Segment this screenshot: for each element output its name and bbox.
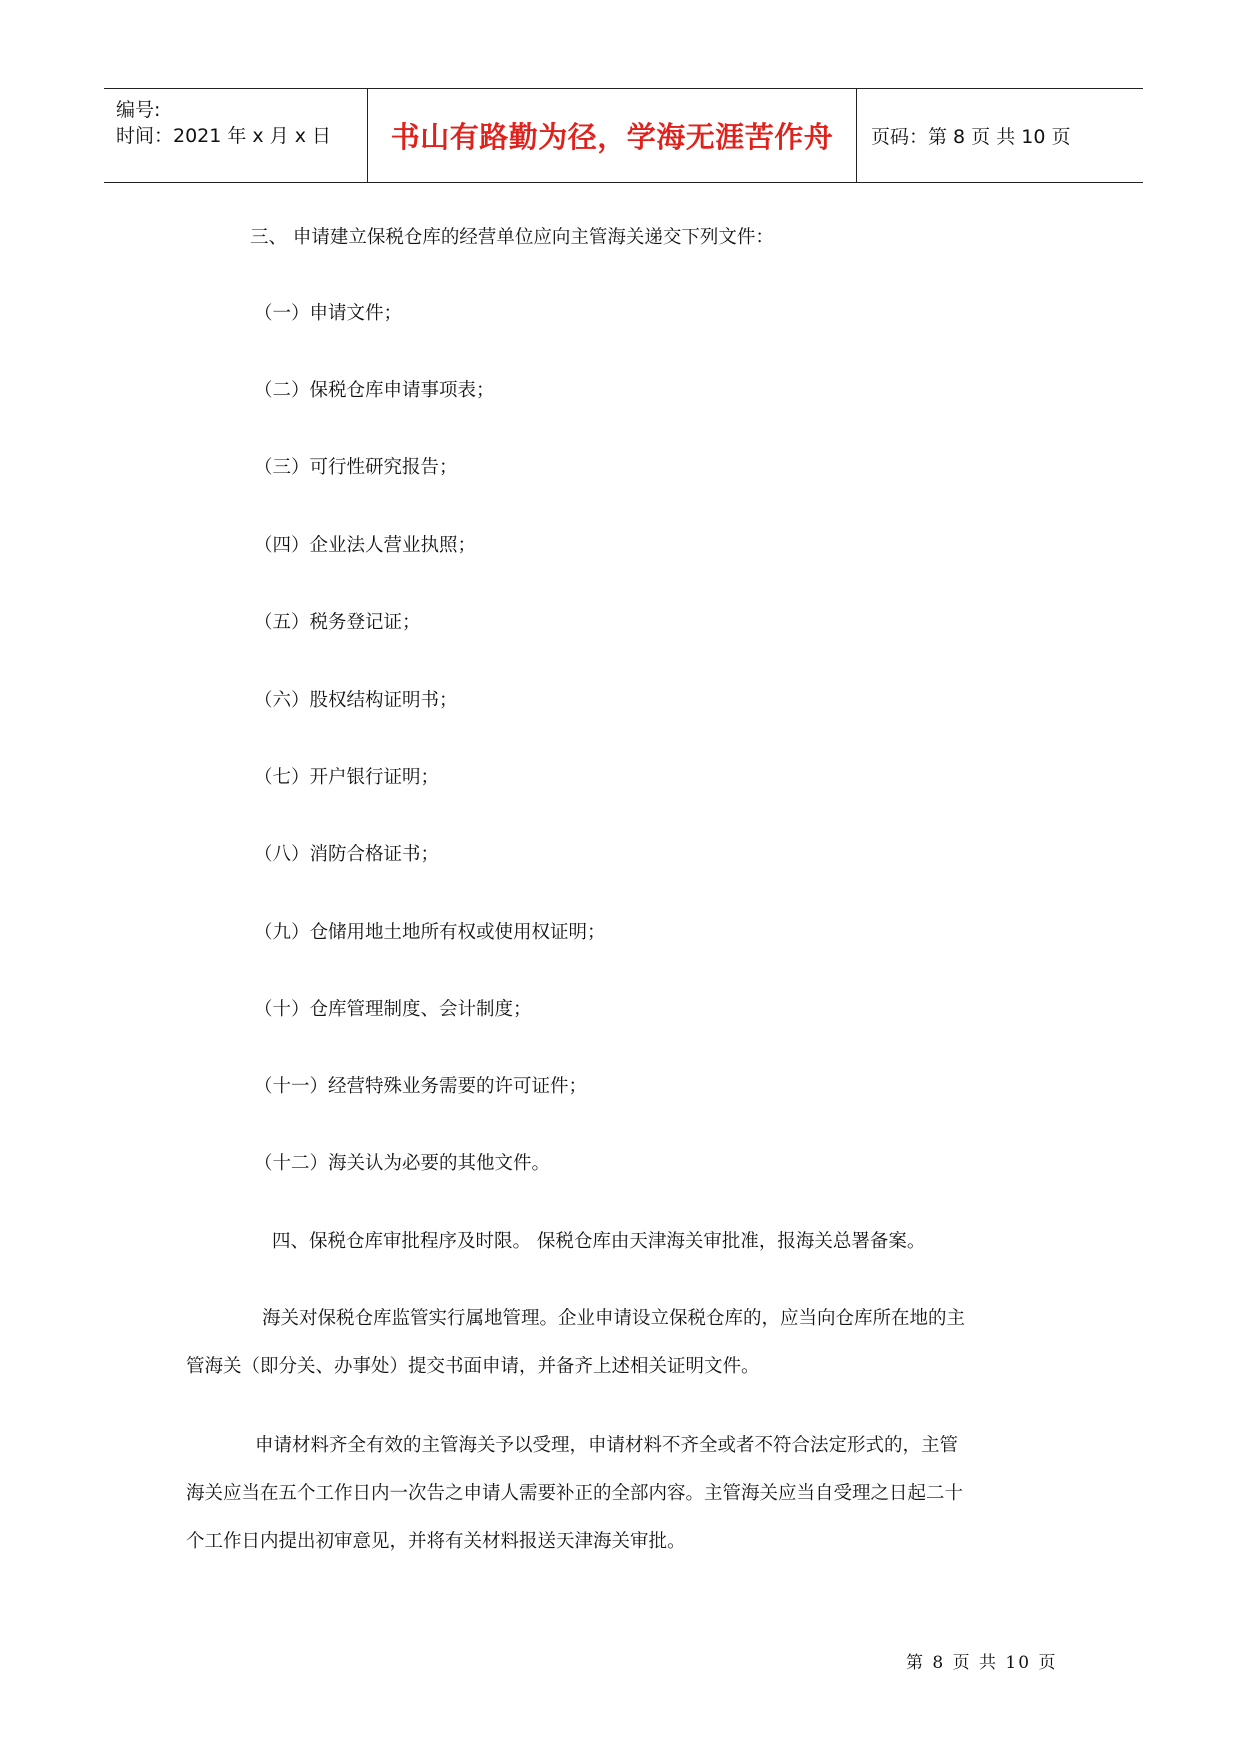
list-item: （十二）海关认为必要的其他文件。 [254,1153,551,1174]
paragraph-2-line-2: 海关应当在五个工作日内一次告之申请人需要补正的全部内容。主管海关应当自受理之日起二十 [186,1483,964,1504]
list-item: （七）开户银行证明； [254,767,440,788]
list-item: （六）股权结构证明书； [254,690,458,711]
list-item: （二）保税仓库申请事项表； [254,380,495,401]
list-item: （九）仓储用地土地所有权或使用权证明； [254,922,606,943]
header-page-number: 页码：第 8 页 共 10 页 [871,126,1071,148]
paragraph-1-line-1: 海关对保税仓库监管实行属地管理。企业申请设立保税仓库的，应当向仓库所在地的主 [262,1308,966,1329]
paragraph-2-line-3: 个工作日内提出初审意见，并将有关材料报送天津海关审批。 [186,1531,686,1552]
section-4-title: 四、保税仓库审批程序及时限。 保税仓库由天津海关审批准，报海关总署备案。 [272,1231,926,1252]
document-number-label: 编号: [116,99,161,121]
list-item: （十一）经营特殊业务需要的许可证件； [254,1076,588,1097]
page-footer: 第 8 页 共 10 页 [906,1653,1058,1673]
section-3-title: 三、 申请建立保税仓库的经营单位应向主管海关递交下列文件： [250,227,774,248]
paragraph-2-line-1: 申请材料齐全有效的主管海关予以受理，申请材料不齐全或者不符合法定形式的，主管 [255,1435,959,1456]
page-header [104,88,1143,183]
list-item: （四）企业法人营业执照； [254,535,477,556]
header-motto: 书山有路勤为径，学海无涯苦作舟 [368,89,857,182]
paragraph-1-line-2: 管海关（即分关、办事处）提交书面申请，并备齐上述相关证明文件。 [186,1356,760,1377]
list-item: （五）税务登记证； [254,612,421,633]
header-info-cell [104,89,368,182]
list-item: （八）消防合格证书； [254,844,440,865]
list-item: （一）申请文件； [254,303,403,324]
list-item: （三）可行性研究报告； [254,457,458,478]
list-item: （十）仓库管理制度、会计制度； [254,999,532,1020]
document-time-label: 时间：2021 年 x 月 x 日 [116,125,332,147]
